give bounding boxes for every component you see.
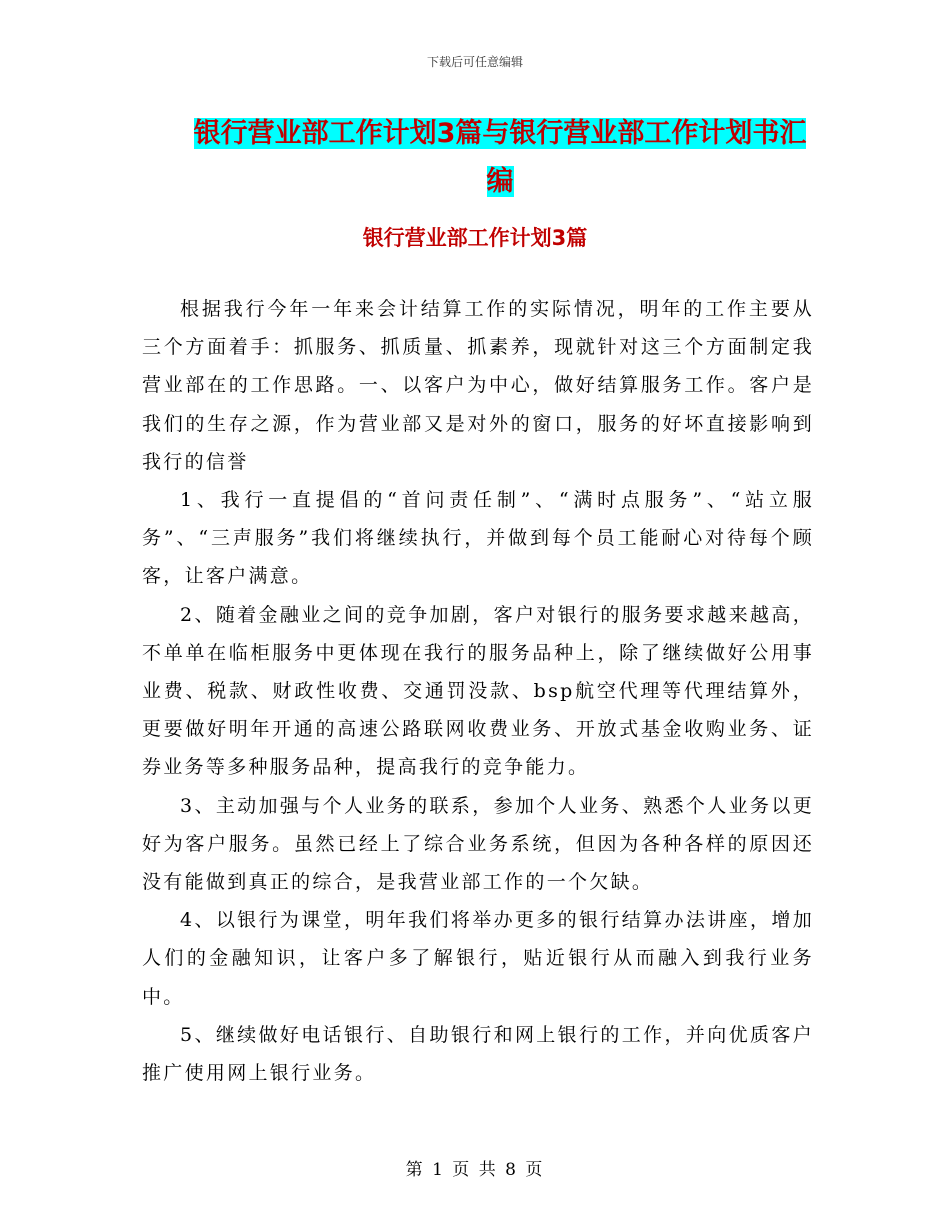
- document-title: [190, 110, 810, 206]
- section-title: 银行营业部工作计划3篇: [362, 226, 588, 250]
- paragraph-item-4: 4、以银行为课堂，明年我们将举办更多的银行结算办法讲座，增加人们的金融知识，让客户多了解银行，贴近银行从而融入到我行业务中。: [142, 909, 814, 1008]
- document-body: [142, 290, 814, 1092]
- paragraph-item-5: 5、继续做好电话银行、自助银行和网上银行的工作，并向优质客户推广使用网上银行业务。: [142, 1023, 814, 1085]
- page-header-note: 下载后可任意编辑: [426, 55, 523, 69]
- paragraph-intro: 根据我行今年一年来会计结算工作的实际情况，明年的工作主要从三个方面着手：抓服务、抓质量、抓素养，现就针对这三个方面制定我营业部在的工作思路。一、以客户为中心，做好结算服务工作。客户是我们的生存之源，作为营业部又是对外的窗口，服务的好坏直接影响到我行的信誉: [142, 298, 814, 473]
- paragraph-item-2: 2、随着金融业之间的竞争加剧，客户对银行的服务要求越来越高，不单单在临柜服务中更体现在我行的服务品种上，除了继续做好公用事业费、税款、财政性收费、交通罚没款、bsp航空代理等代理结算外，更要做好明年开通的高速公路联网收费业务、开放式基金收购业务、证券业务等多种服务品种，提高我行的竞争能力。: [142, 603, 814, 779]
- document-title-text: 银行营业部工作计划3篇与银行营业部工作计划书汇编: [193, 118, 807, 197]
- paragraph-item-3: 3、主动加强与个人业务的联系，参加个人业务、熟悉个人业务以更好为客户服务。虽然已经上了综合业务系统，但因为各种各样的原因还没有能做到真正的综合，是我营业部工作的一个欠缺。: [142, 794, 814, 894]
- paragraph-item-1: 1、我行一直提倡的“首问责任制”、“满时点服务”、“站立服务”、“三声服务”我们将继续执行，并做到每个员工能耐心对待每个顾客，让客户满意。: [142, 489, 814, 588]
- page-number-footer: 第 1 页 共 8 页: [405, 1160, 545, 1180]
